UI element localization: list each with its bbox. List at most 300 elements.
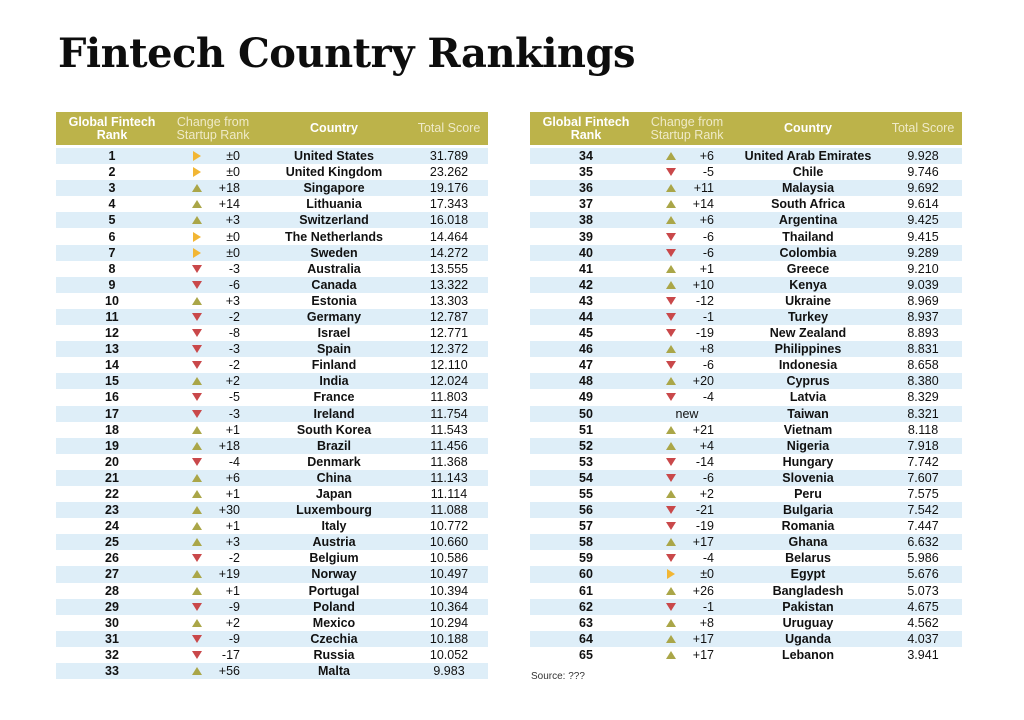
triangle-down-icon: [192, 458, 202, 466]
change-value: +1: [699, 261, 714, 276]
country-cell: Portugal: [308, 583, 360, 598]
country-cell: Russia: [313, 647, 355, 662]
rank-cell: 44: [579, 309, 593, 324]
score-cell: 10.364: [429, 599, 469, 614]
score-cell: 8.118: [907, 422, 939, 437]
header-country: Country: [310, 121, 358, 135]
triangle-up-icon: [192, 442, 202, 450]
rank-cell: 59: [579, 551, 593, 566]
country-cell: Nigeria: [786, 438, 830, 453]
change-value: +2: [699, 487, 714, 502]
table-row: [56, 148, 488, 164]
table-row: [530, 647, 962, 663]
country-cell: Vietnam: [783, 422, 833, 437]
table-row: [530, 196, 962, 212]
change-cell: [168, 309, 258, 325]
score-cell: 8.831: [907, 342, 939, 357]
rank-cell: 13: [105, 342, 119, 357]
score-cell: 9.415: [907, 229, 939, 244]
change-cell: [168, 550, 258, 566]
score-cell: 9.983: [433, 664, 465, 679]
change-cell: [168, 164, 258, 180]
triangle-down-icon: [666, 458, 676, 466]
triangle-up-icon: [192, 538, 202, 546]
country-cell: Norway: [311, 567, 357, 582]
country-cell: Egypt: [790, 567, 826, 582]
score-cell: 11.543: [430, 422, 468, 437]
rank-cell: 40: [579, 245, 593, 260]
rank-cell: 36: [579, 181, 593, 196]
table-row: [56, 438, 488, 454]
score-cell: 10.586: [429, 551, 469, 566]
score-cell: 5.676: [907, 567, 939, 582]
table-row: [530, 325, 962, 341]
change-cell: [168, 502, 258, 518]
rank-cell: 26: [105, 551, 119, 566]
change-cell: [168, 454, 258, 470]
triangle-up-icon: [192, 184, 202, 192]
country-cell: Mexico: [312, 615, 356, 630]
table-row: [56, 357, 488, 373]
change-cell: [168, 341, 258, 357]
change-value: -6: [228, 277, 240, 292]
triangle-up-icon: [192, 667, 202, 675]
change-value: ±0: [226, 165, 240, 180]
change-cell: [642, 631, 732, 647]
country-cell: Colombia: [779, 245, 837, 260]
table-row: [56, 454, 488, 470]
triangle-up-icon: [666, 216, 676, 224]
change-value: +3: [225, 213, 240, 228]
table-row: [56, 293, 488, 309]
change-cell: [642, 534, 732, 550]
change-value: -4: [702, 390, 714, 405]
triangle-down-icon: [666, 249, 676, 257]
header-change: Change from Startup Rank: [176, 114, 250, 142]
table-row: [530, 486, 962, 502]
rank-cell: 11: [105, 309, 119, 324]
country-cell: Philippines: [774, 342, 842, 357]
score-cell: 8.658: [907, 358, 939, 373]
score-cell: 10.772: [429, 519, 469, 534]
rank-cell: 45: [579, 326, 593, 341]
triangle-up-icon: [666, 426, 676, 434]
rank-cell: 8: [108, 261, 116, 276]
rank-cell: 12: [105, 326, 119, 341]
country-cell: Taiwan: [787, 406, 829, 421]
rank-cell: 39: [579, 229, 593, 244]
score-cell: 19.176: [429, 181, 469, 196]
rank-cell: 48: [579, 374, 593, 389]
triangle-down-icon: [192, 393, 202, 401]
change-cell: [168, 566, 258, 582]
change-cell: [168, 631, 258, 647]
table-row: [530, 373, 962, 389]
table-row: [530, 341, 962, 357]
change-value: ±0: [700, 567, 714, 582]
rank-cell: 5: [108, 213, 116, 228]
table-row: [530, 406, 962, 422]
page-title: Fintech Country Rankings: [58, 30, 636, 77]
change-cell: [642, 406, 732, 422]
change-cell: [168, 389, 258, 405]
triangle-up-icon: [666, 635, 676, 643]
table-row: [56, 164, 488, 180]
change-value: +6: [699, 149, 714, 164]
change-value: +14: [692, 197, 714, 212]
change-value: -5: [228, 390, 240, 405]
country-cell: France: [313, 390, 355, 405]
table-header: [530, 112, 962, 145]
triangle-down-icon: [666, 313, 676, 321]
ranking-table-right: [530, 112, 962, 663]
table-row: [56, 373, 488, 389]
score-cell: 6.632: [907, 535, 939, 550]
score-cell: 8.329: [907, 390, 939, 405]
change-cell: [642, 373, 732, 389]
country-cell: Singapore: [303, 181, 365, 196]
country-cell: Ghana: [788, 535, 828, 550]
change-cell: [168, 422, 258, 438]
change-cell: [642, 228, 732, 244]
table-row: [56, 325, 488, 341]
score-cell: 4.037: [907, 631, 939, 646]
triangle-down-icon: [192, 554, 202, 562]
change-value: +18: [218, 438, 240, 453]
country-cell: New Zealand: [769, 326, 847, 341]
triangle-right-icon: [193, 232, 201, 242]
triangle-down-icon: [666, 603, 676, 611]
rank-cell: 15: [105, 374, 119, 389]
rank-cell: 49: [579, 390, 593, 405]
rank-cell: 38: [579, 213, 593, 228]
country-cell: Switzerland: [299, 213, 369, 228]
triangle-up-icon: [666, 587, 676, 595]
change-cell: [642, 389, 732, 405]
country-cell: South Africa: [771, 197, 845, 212]
change-value: +18: [218, 181, 240, 196]
triangle-up-icon: [192, 619, 202, 627]
table-row: [56, 389, 488, 405]
table-row: [56, 486, 488, 502]
country-cell: Poland: [313, 599, 355, 614]
score-cell: 4.562: [907, 615, 939, 630]
rank-cell: 4: [108, 197, 116, 212]
table-header: [56, 112, 488, 145]
triangle-down-icon: [666, 168, 676, 176]
change-cell: [642, 277, 732, 293]
country-cell: Uruguay: [782, 615, 834, 630]
table-row: [56, 663, 488, 679]
table-row: [56, 583, 488, 599]
rank-cell: 50: [579, 406, 593, 421]
change-cell: [168, 212, 258, 228]
change-cell: [642, 309, 732, 325]
rank-cell: 22: [105, 487, 119, 502]
country-cell: Kenya: [789, 277, 827, 292]
country-cell: Australia: [307, 261, 361, 276]
rank-cell: 1: [108, 149, 116, 164]
change-value: -8: [228, 326, 240, 341]
rank-cell: 20: [105, 454, 119, 469]
change-cell: [642, 196, 732, 212]
table-row: [56, 309, 488, 325]
triangle-right-icon: [193, 151, 201, 161]
country-cell: Japan: [315, 487, 353, 502]
score-cell: 8.937: [907, 309, 939, 324]
triangle-down-icon: [192, 635, 202, 643]
country-cell: China: [316, 470, 352, 485]
change-value: -21: [695, 503, 714, 518]
triangle-up-icon: [666, 377, 676, 385]
change-value: +17: [692, 535, 714, 550]
score-cell: 11.114: [430, 487, 468, 502]
triangle-down-icon: [666, 506, 676, 514]
change-value: -17: [221, 647, 240, 662]
score-cell: 7.918: [907, 438, 939, 453]
change-value: -3: [228, 406, 240, 421]
change-value: -19: [695, 519, 714, 534]
rank-cell: 17: [105, 406, 119, 421]
table-row: [530, 148, 962, 164]
change-value: ±0: [226, 149, 240, 164]
score-cell: 12.787: [429, 309, 469, 324]
score-cell: 7.542: [907, 503, 939, 518]
country-cell: Indonesia: [778, 358, 838, 373]
table-row: [530, 454, 962, 470]
change-value: -9: [228, 599, 240, 614]
triangle-up-icon: [192, 200, 202, 208]
score-cell: 14.272: [429, 245, 469, 260]
country-cell: Belgium: [309, 551, 359, 566]
table-row: [530, 566, 962, 582]
table-row: [530, 245, 962, 261]
score-cell: 9.746: [907, 165, 939, 180]
change-value: -3: [228, 261, 240, 276]
country-cell: Belarus: [785, 551, 831, 566]
country-cell: Thailand: [782, 229, 834, 244]
country-cell: Brazil: [316, 438, 352, 453]
score-cell: 9.928: [907, 149, 939, 164]
table-row: [530, 228, 962, 244]
rank-cell: 65: [579, 647, 593, 662]
change-cell: [168, 583, 258, 599]
table-row: [530, 438, 962, 454]
change-value: +14: [218, 197, 240, 212]
rank-cell: 10: [105, 293, 119, 308]
score-cell: 9.289: [907, 245, 939, 260]
rank-cell: 25: [105, 535, 119, 550]
rank-cell: 57: [579, 519, 593, 534]
score-cell: 31.789: [429, 149, 469, 164]
change-cell: [168, 438, 258, 454]
table-row: [56, 341, 488, 357]
rank-cell: 7: [108, 245, 116, 260]
change-cell: [642, 518, 732, 534]
header-country: Country: [784, 121, 832, 135]
country-cell: Argentina: [778, 213, 838, 228]
rank-cell: 54: [579, 470, 593, 485]
score-cell: 12.771: [429, 326, 469, 341]
rank-cell: 2: [108, 165, 116, 180]
table-row: [56, 196, 488, 212]
country-cell: India: [319, 374, 349, 389]
score-cell: 9.039: [907, 277, 939, 292]
change-value: -1: [702, 599, 714, 614]
rank-cell: 18: [105, 422, 119, 437]
table-row: [530, 293, 962, 309]
country-cell: Lebanon: [781, 647, 835, 662]
triangle-down-icon: [666, 329, 676, 337]
score-cell: 8.969: [907, 293, 939, 308]
change-cell: [168, 293, 258, 309]
score-cell: 8.321: [907, 406, 939, 421]
rank-cell: 51: [579, 422, 593, 437]
change-value: +1: [225, 422, 240, 437]
change-cell: [642, 647, 732, 663]
change-cell: [168, 647, 258, 663]
triangle-up-icon: [192, 216, 202, 224]
triangle-down-icon: [666, 233, 676, 241]
change-value: -6: [702, 229, 714, 244]
triangle-up-icon: [666, 442, 676, 450]
rank-cell: 46: [579, 342, 593, 357]
score-cell: 9.210: [907, 261, 939, 276]
score-cell: 9.614: [907, 197, 939, 212]
country-cell: Slovenia: [782, 470, 834, 485]
table-row: [56, 212, 488, 228]
country-cell: Bulgaria: [782, 503, 833, 518]
triangle-right-icon: [667, 569, 675, 579]
country-cell: South Korea: [296, 422, 372, 437]
country-cell: Cyprus: [786, 374, 830, 389]
table-row: [530, 261, 962, 277]
table-row: [530, 502, 962, 518]
header-score: Total Score: [417, 121, 481, 135]
score-cell: 13.555: [429, 261, 469, 276]
change-cell: [168, 663, 258, 679]
change-value: +8: [699, 342, 714, 357]
table-row: [530, 422, 962, 438]
change-cell: [642, 502, 732, 518]
rank-cell: 58: [579, 535, 593, 550]
rank-cell: 32: [105, 647, 119, 662]
score-cell: 11.754: [430, 406, 468, 421]
score-cell: 10.497: [429, 567, 469, 582]
change-value: -2: [228, 551, 240, 566]
change-cell: [642, 245, 732, 261]
country-cell: Denmark: [307, 454, 361, 469]
triangle-down-icon: [666, 474, 676, 482]
triangle-up-icon: [666, 152, 676, 160]
source-note: Source: ???: [531, 671, 585, 682]
score-cell: 7.447: [907, 519, 939, 534]
change-value: +8: [699, 615, 714, 630]
table-row: [56, 470, 488, 486]
score-cell: 10.052: [429, 647, 469, 662]
change-value: +11: [693, 181, 714, 196]
rank-cell: 55: [579, 487, 593, 502]
rank-cell: 21: [105, 470, 119, 485]
change-cell: [642, 583, 732, 599]
triangle-up-icon: [666, 538, 676, 546]
score-cell: 11.456: [430, 438, 468, 453]
change-value: +17: [692, 647, 714, 662]
table-row: [530, 180, 962, 196]
country-cell: Italy: [321, 519, 347, 534]
triangle-down-icon: [192, 651, 202, 659]
rank-cell: 52: [579, 438, 593, 453]
change-cell: [642, 438, 732, 454]
country-cell: Latvia: [789, 390, 827, 405]
score-cell: 7.742: [907, 454, 939, 469]
change-value: +1: [225, 519, 240, 534]
triangle-up-icon: [666, 651, 676, 659]
change-value: +4: [699, 438, 714, 453]
country-cell: United States: [294, 149, 374, 164]
rank-cell: 35: [579, 165, 593, 180]
score-cell: 23.262: [429, 165, 469, 180]
change-cell: [168, 615, 258, 631]
rank-cell: 64: [579, 631, 593, 646]
change-value: -5: [702, 165, 714, 180]
table-row: [56, 631, 488, 647]
rank-cell: 33: [105, 664, 119, 679]
change-value: +19: [218, 567, 240, 582]
change-cell: [168, 518, 258, 534]
change-cell: [642, 470, 732, 486]
change-cell: [642, 615, 732, 631]
table-row: [56, 566, 488, 582]
triangle-up-icon: [666, 265, 676, 273]
table-row: [56, 245, 488, 261]
table-row: [56, 406, 488, 422]
score-cell: 16.018: [429, 213, 469, 228]
country-cell: Chile: [792, 165, 824, 180]
table-row: [530, 534, 962, 550]
triangle-up-icon: [666, 345, 676, 353]
score-cell: 12.372: [429, 342, 469, 357]
ranking-table-left: [56, 112, 488, 679]
country-cell: Greece: [786, 261, 830, 276]
change-value: -14: [695, 454, 714, 469]
rank-cell: 14: [105, 358, 119, 373]
table-row: [56, 422, 488, 438]
header-score: Total Score: [891, 121, 955, 135]
rank-cell: 19: [105, 438, 119, 453]
change-value: -3: [228, 342, 240, 357]
change-cell: [168, 196, 258, 212]
country-cell: Ireland: [313, 406, 355, 421]
change-cell: [168, 245, 258, 261]
change-cell: [642, 422, 732, 438]
triangle-up-icon: [192, 506, 202, 514]
change-value: +20: [692, 374, 714, 389]
change-cell: [642, 261, 732, 277]
rank-cell: 37: [579, 197, 593, 212]
triangle-up-icon: [192, 297, 202, 305]
triangle-down-icon: [192, 281, 202, 289]
rank-cell: 63: [579, 615, 593, 630]
triangle-down-icon: [666, 522, 676, 530]
change-value: new: [675, 406, 699, 421]
table-row: [56, 261, 488, 277]
triangle-up-icon: [666, 281, 676, 289]
change-cell: [642, 486, 732, 502]
rank-cell: 28: [105, 583, 119, 598]
change-value: -2: [228, 309, 240, 324]
triangle-down-icon: [192, 603, 202, 611]
